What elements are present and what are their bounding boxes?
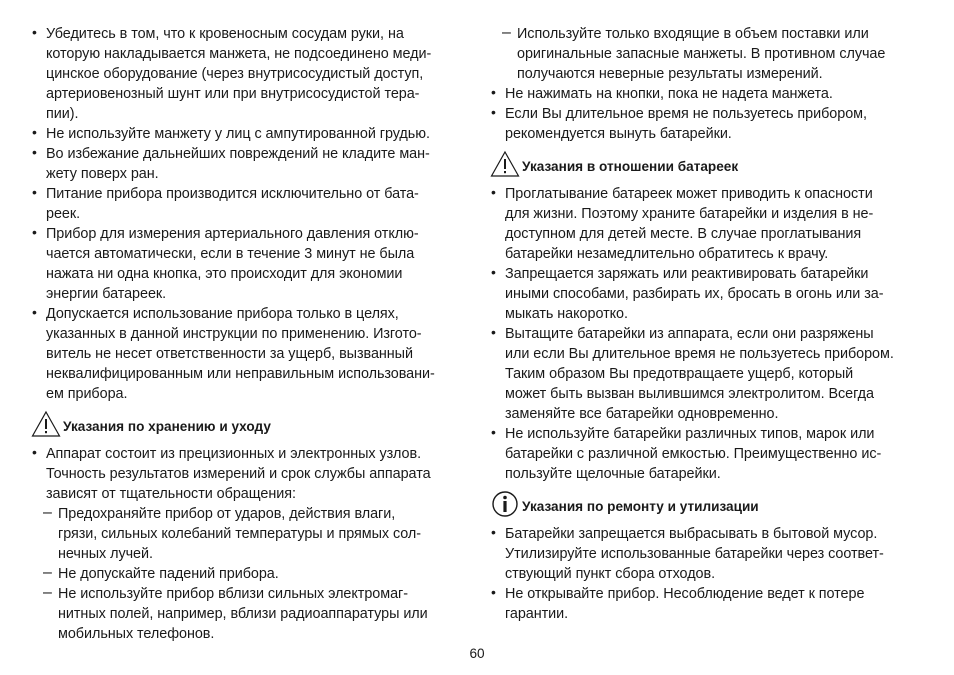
warning-triangle-icon — [490, 150, 520, 183]
text-line: зависят от тщательности обращения: — [46, 486, 296, 502]
text-line: Допускается использование прибора только в целях, — [46, 306, 399, 322]
page-number: 60 — [469, 646, 485, 661]
text-line: рекомендуется вынуть батарейки. — [505, 126, 732, 142]
list-item — [488, 264, 928, 324]
list-item — [29, 144, 469, 184]
section-title: Указания по ремонту и утилизации — [522, 499, 759, 514]
list-item — [488, 104, 928, 144]
list-item — [29, 584, 469, 644]
text-line: Во избежание дальнейших повреждений не кладите ман- — [46, 146, 430, 162]
text-line: жету поверх ран. — [46, 166, 159, 182]
bullet: • — [491, 84, 496, 100]
text-line: чается автоматически, если в течение 3 минут не была — [46, 246, 415, 262]
text-line: ствующий пункт сбора отходов. — [505, 566, 716, 582]
list-item — [29, 184, 469, 224]
text-line: цинское оборудование (через внутрисосудистый доступ, — [46, 66, 424, 82]
bullet: • — [491, 584, 496, 600]
list-item — [488, 24, 928, 84]
text-line: Не используйте батарейки различных типов, марок или — [505, 426, 875, 442]
list-item — [488, 524, 928, 584]
text-line: Батарейки запрещается выбрасывать в бытовой мусор. — [505, 526, 878, 542]
text-line: Запрещается заряжать или реактивировать батарейки — [505, 266, 869, 282]
bullet: • — [491, 264, 496, 280]
text-line: Используйте только входящие в объем поставки или — [517, 26, 869, 42]
list-item — [29, 444, 469, 504]
text-line: батарейки с различной емкостью. Преимущественно ис- — [505, 446, 882, 462]
dash: – — [43, 504, 52, 521]
text-line: нитных полей, например, вблизи радиоаппаратуры или — [58, 606, 428, 622]
text-line: Не используйте манжету у лиц с ампутированной грудью. — [46, 126, 430, 142]
text-line: доступном для детей месте. В случае проглатывания — [505, 226, 862, 242]
section-heading-repair — [488, 490, 928, 522]
bullet: • — [491, 424, 496, 440]
bullet: • — [32, 124, 37, 140]
text-line: Аппарат состоит из прецизионных и электронных узлов. — [46, 446, 422, 462]
section-title: Указания по хранению и уходу — [63, 419, 271, 434]
section-title: Указания в отношении батареек — [522, 159, 739, 174]
text-line: которую накладывается манжета, не подсоединено меди- — [46, 46, 432, 62]
bullet: • — [32, 224, 37, 240]
bullet: • — [32, 24, 37, 40]
text-line: мыкать накоротко. — [505, 306, 628, 322]
text-line: иными способами, разбирать их, бросать в огонь или за- — [505, 286, 884, 302]
bullet: • — [491, 104, 496, 120]
bullet: • — [491, 184, 496, 200]
text-line: грязи, сильных колебаний температуры и прямых сол- — [58, 526, 422, 542]
text-line: Прибор для измерения артериального давления отклю- — [46, 226, 419, 242]
text-line: нечных лучей. — [58, 546, 153, 562]
dash: – — [43, 584, 52, 601]
info-circle-icon — [490, 490, 520, 523]
bullet: • — [32, 144, 37, 160]
dash: – — [43, 564, 52, 581]
text-line: ем прибора. — [46, 386, 128, 402]
list-item — [29, 504, 469, 564]
text-line: Не нажимать на кнопки, пока не надета манжета. — [505, 86, 833, 102]
list-item — [488, 584, 928, 624]
text-line: нажата ни одна кнопка, это происходит для экономии — [46, 266, 403, 282]
right-column — [488, 24, 928, 624]
text-line: Не открывайте прибор. Несоблюдение ведет к потере — [505, 586, 865, 602]
text-line: Таким образом Вы предотвращаете ущерб, который — [505, 366, 854, 382]
list-item — [29, 224, 469, 304]
text-line: указанных в данной инструкции по применению. Изгото- — [46, 326, 422, 342]
text-line: реек. — [46, 206, 81, 222]
text-line: гарантии. — [505, 606, 569, 622]
list-item — [488, 324, 928, 424]
list-item — [488, 184, 928, 264]
dash: – — [502, 24, 511, 41]
text-line: Питание прибора производится исключительно от бата- — [46, 186, 419, 202]
left-column — [29, 24, 469, 644]
list-item — [488, 84, 928, 104]
bullet: • — [491, 524, 496, 540]
text-line: Утилизируйте использованные батарейки через соответ- — [505, 546, 884, 562]
bullet: • — [32, 184, 37, 200]
section-heading-storage — [29, 410, 469, 442]
section-heading-battery — [488, 150, 928, 182]
text-line: витель не несет ответственности за ущерб, вызванный — [46, 346, 413, 362]
bullet: • — [32, 444, 37, 460]
text-line: Не допускайте падений прибора. — [58, 566, 279, 582]
text-line: Проглатывание батареек может приводить к опасности — [505, 186, 873, 202]
text-line: батарейки незамедлительно обратитесь к врачу. — [505, 246, 829, 262]
list-item — [488, 424, 928, 484]
list-item — [29, 564, 469, 584]
warning-triangle-icon — [31, 410, 61, 443]
text-line: для жизни. Поэтому храните батарейки и изделия в не- — [505, 206, 874, 222]
text-line: пии). — [46, 106, 79, 122]
text-line: пользуйте щелочные батарейки. — [505, 466, 721, 482]
list-item — [29, 24, 469, 124]
text-line: или если Вы длительное время не пользуетесь прибором. — [505, 346, 894, 362]
text-line: получаются неверные результаты измерений. — [517, 66, 823, 82]
text-line: Точность результатов измерений и срок службы аппарата — [46, 466, 431, 482]
text-line: может быть вызван вылившимся электролитом. Всегда — [505, 386, 874, 402]
text-line: мобильных телефонов. — [58, 626, 215, 642]
text-line: оригинальные запасные манжеты. В противном случае — [517, 46, 886, 62]
text-line: Вытащите батарейки из аппарата, если они разряжены — [505, 326, 874, 342]
list-item — [29, 124, 469, 144]
list-item — [29, 304, 469, 404]
text-line: Убедитесь в том, что к кровеносным сосудам руки, на — [46, 26, 404, 42]
text-line: заменяйте все батарейки одновременно. — [505, 406, 779, 422]
text-line: Предохраняйте прибор от ударов, действия влаги, — [58, 506, 396, 522]
text-line: Не используйте прибор вблизи сильных электромаг- — [58, 586, 408, 602]
bullet: • — [491, 324, 496, 340]
text-line: неквалифицированным или неправильным использовани- — [46, 366, 435, 382]
text-line: артериовенозный шунт или при внутрисосудистой тера- — [46, 86, 420, 102]
bullet: • — [32, 304, 37, 320]
text-line: Если Вы длительное время не пользуетесь прибором, — [505, 106, 867, 122]
text-line: энергии батареек. — [46, 286, 167, 302]
